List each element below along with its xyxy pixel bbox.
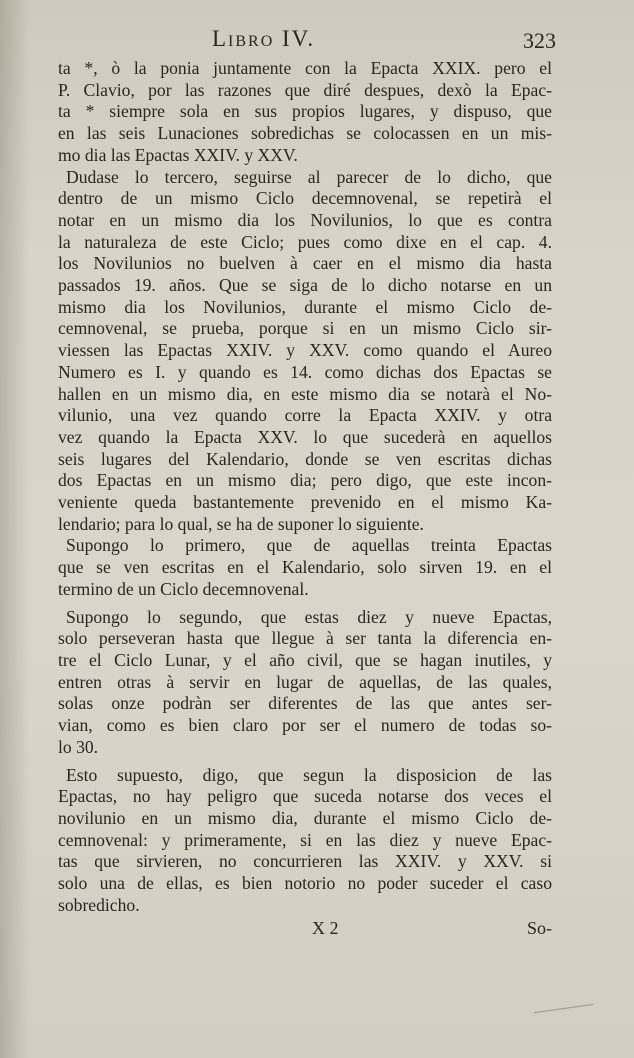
text-line: sobredicho.	[58, 894, 140, 915]
text-line: Esto supuesto, digo, que segun la disposicion de las	[66, 764, 552, 785]
text-line: Supongo lo primero, que de aquellas treinta Epactas	[66, 535, 552, 556]
text-line: mismo dia los Novilunios, durante el mismo Ciclo de-	[58, 296, 552, 317]
text-line: dentro de un mismo Ciclo decemnovenal, se repetirà el	[58, 188, 552, 209]
text-line: en las seis Lunaciones sobredichas se colocassen en un mis-	[58, 123, 552, 144]
text-line: mo dia las Epactas XXIV. y XXV.	[58, 144, 298, 165]
body-text	[58, 58, 552, 916]
catchword: So-	[526, 918, 552, 938]
text-line: seis lugares del Kalendario, donde se ven escritas dichas	[58, 448, 552, 469]
text-line: termino de un Ciclo decemnovenal.	[58, 578, 309, 599]
text-line: Supongo lo segundo, que estas diez y nueve Epactas,	[66, 606, 552, 627]
text-line: dos Epactas en un mismo dia; pero digo, que este incon-	[58, 470, 552, 491]
text-line: solo una de ellas, es bien notorio no poder suceder el caso	[58, 873, 552, 894]
text-line: los Novilunios no buelven à caer en el mismo dia hasta	[58, 253, 552, 274]
text-line: P. Clavio, por las razones que diré despues, dexò la Epac-	[58, 79, 552, 100]
page-number: 323	[523, 28, 556, 53]
text-line: vian, como es bien claro por ser el numero de todas so-	[58, 715, 552, 736]
text-line: la naturaleza de este Ciclo; pues como dixe en el cap. 4.	[58, 231, 552, 252]
text-line: Numero es I. y quando es 14. como dichas dos Epactas se	[58, 361, 552, 382]
text-line: Epactas, no hay peligro que suceda notarse dos veces el	[58, 786, 552, 807]
running-head: Libro IV.	[212, 26, 316, 51]
text-line: passados 19. años. Que se siga de lo dicho notarse en un	[58, 275, 552, 296]
text-line: lo 30.	[58, 736, 99, 757]
text-line: tre el Ciclo Lunar, y el año civil, que se hagan inutiles, y	[58, 649, 552, 670]
text-line: cemnovenal, se prueba, porque si en un mismo Ciclo sir-	[58, 318, 552, 339]
text-line: notar en un mismo dia los Novilunios, lo que es contra	[58, 209, 552, 230]
text-line: que se ven escritas en el Kalendario, solo sirven 19. en el	[58, 557, 552, 578]
text-line: ta * siempre sola en sus propios lugares, y dispuso, que	[58, 101, 552, 122]
text-line: solo perseveran hasta que llegue à ser tanta la diferencia en-	[58, 628, 552, 649]
text-line: novilunio en un mismo dia, durante el mismo Ciclo de-	[58, 807, 552, 828]
text-line: tas que sirvieren, no concurrieren las XXIV. y XXV. si	[58, 851, 552, 872]
text-line: vilunio, una vez quando corre la Epacta XXIV. y otra	[58, 405, 552, 426]
text-line: ta *, ò la ponia juntamente con la Epacta XXIX. pero el	[58, 58, 552, 78]
text-line: cemnovenal: y primeramente, si en las diez y nueve Epac-	[58, 829, 552, 850]
text-line: viessen las Epactas XXIV. y XXV. como quando el Aureo	[58, 340, 552, 361]
text-line: entren otras à servir en lugar de aquellas, de las quales,	[58, 671, 552, 692]
signature-mark: X 2	[312, 918, 339, 938]
text-line: Dudase lo tercero, seguirse al parecer de lo dicho, que	[66, 166, 552, 187]
text-line: lendario; para lo qual, se ha de suponer lo siguiente.	[58, 513, 424, 534]
page-footer	[58, 918, 552, 942]
paper-mark	[534, 1004, 594, 1019]
text-line: solas onze podràn ser diferentes de las que antes ser-	[58, 693, 552, 714]
text-line: hallen en un mismo dia, en este mismo dia se notarà el No-	[58, 383, 552, 404]
page-header	[60, 24, 556, 54]
text-line: veniente queda bastantemente prevenido en el mismo Ka-	[58, 492, 552, 513]
text-line: vez quando la Epacta XXV. lo que sucederà en aquellos	[58, 426, 552, 447]
